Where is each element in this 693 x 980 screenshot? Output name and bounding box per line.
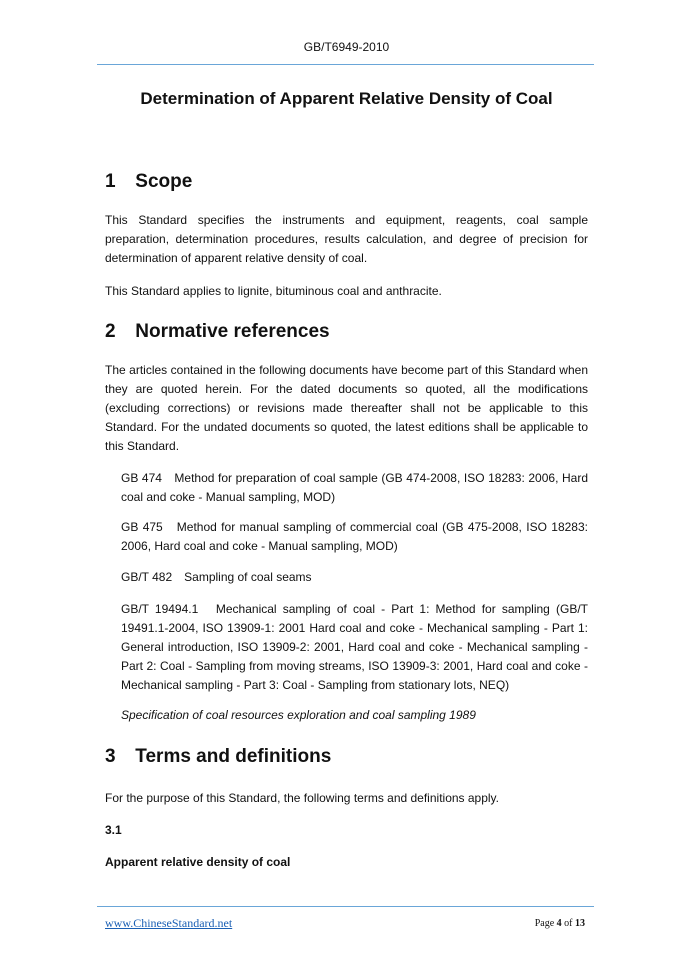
section-1-heading xyxy=(105,170,192,194)
section-3-title: Terms and definitions xyxy=(135,746,332,767)
header-divider xyxy=(97,64,594,65)
section-3-number: 3 xyxy=(105,746,116,767)
running-header: GB/T6949-2010 xyxy=(303,40,390,54)
footer-divider xyxy=(97,906,594,907)
page-of-label: of xyxy=(564,918,573,929)
section-1-number: 1 xyxy=(105,171,116,192)
scope-paragraph-1: This Standard specifies the instruments and equipment, reagents, coal sample preparation, determination procedures, results calculation, and degree of precision for determination of apparent relative density of coal. xyxy=(105,213,588,265)
terms-intro-paragraph: For the purpose of this Standard, the following terms and definitions apply. xyxy=(105,791,500,805)
section-3-heading xyxy=(105,745,331,769)
page-current: 4 xyxy=(556,918,562,929)
page-number xyxy=(505,918,585,929)
section-1-title: Scope xyxy=(135,171,193,192)
page-label: Page xyxy=(534,918,555,929)
reference-gb-474: GB 474 Method for preparation of coal sample (GB 474-2008, ISO 18283: 2006, Hard coal and coke - Manual sampling, MOD) xyxy=(121,471,588,504)
reference-specification-1989: Specification of coal resources exploration and coal sampling 1989 xyxy=(121,708,476,722)
term-heading: Apparent relative density of coal xyxy=(105,855,291,869)
reference-gb-475: GB 475 Method for manual sampling of commercial coal (GB 475-2008, ISO 18283: 2006, Hard coal and coke - Manual sampling, MOD) xyxy=(121,520,588,553)
page-total: 13 xyxy=(575,918,585,929)
clause-number: 3.1 xyxy=(105,823,122,837)
section-2-heading xyxy=(105,320,330,344)
section-2-title: Normative references xyxy=(135,321,330,342)
normative-intro-paragraph: The articles contained in the following documents have become part of this Standard when they are quoted herein. For the dated documents so quoted, all the modifications (excluding corrections) or revisions made thereafter shall not be applicable to this Standard. For the undated documents so quoted, the latest editions shall be applicable to this Standard. xyxy=(105,363,588,453)
reference-gbt-19494-1: GB/T 19494.1 Mechanical sampling of coal - Part 1: Method for sampling (GB/T 19491.1-2004, ISO 13909-1: 2001 Hard coal and coke - Mechanical sampling - Part 1: General introduction, ISO 13909-2: 2001, Hard coal and coke - Mechanical sampling - Part 2: Coal - Sampling from moving streams, ISO 13909-3: 2001, Hard coal and coke - Mechanical sampling - Part 3: Coal - Sampling from stationary lots, NEQ) xyxy=(121,602,588,692)
footer-website-link[interactable]: www.ChineseStandard.net xyxy=(105,916,233,930)
document-title: Determination of Apparent Relative Density of Coal xyxy=(140,89,553,108)
section-2-number: 2 xyxy=(105,321,116,342)
scope-paragraph-2: This Standard applies to lignite, bituminous coal and anthracite. xyxy=(105,284,442,298)
reference-gbt-482: GB/T 482 Sampling of coal seams xyxy=(121,570,312,584)
